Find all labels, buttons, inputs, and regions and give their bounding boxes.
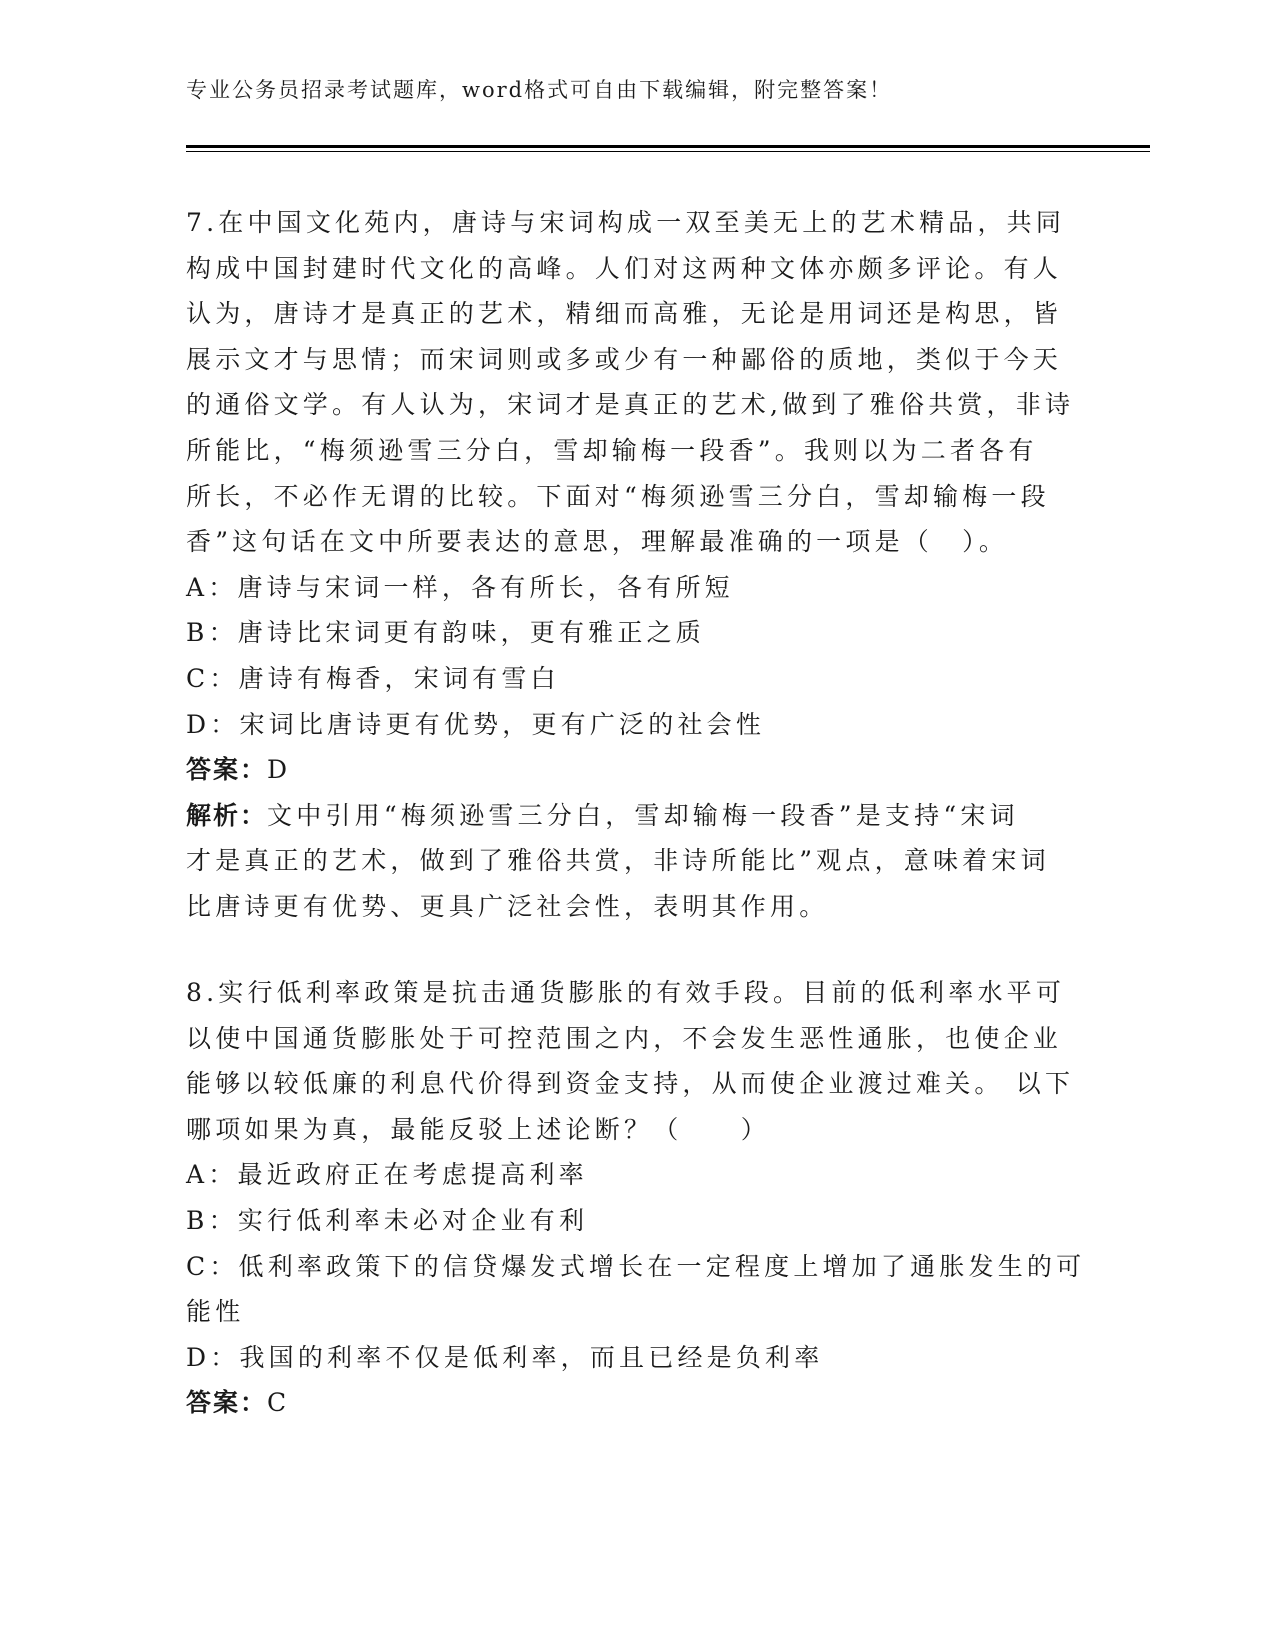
question-stem-line: 以使中国通货膨胀处于可控范围之内，不会发生恶性通胀，也使企业 <box>186 1023 1063 1053</box>
question-stem-line: 构成中国封建时代文化的高峰。人们对这两种文体亦颇多评论。有人 <box>186 253 1063 283</box>
question-stem-line: 的通俗文学。有人认为，宋词才是真正的艺术,做到了雅俗共赏，非诗 <box>186 390 1075 420</box>
option-c-continued: 能性 <box>186 1297 245 1327</box>
option-a: A：唐诗与宋词一样，各有所长，各有所短 <box>186 572 734 602</box>
answer-line <box>186 1380 1066 1426</box>
option-d: D：我国的利率不仅是低利率，而且已经是负利率 <box>186 1342 824 1372</box>
analysis-line: 才是真正的艺术，做到了雅俗共赏，非诗所能比”观点，意味着宋词 <box>186 846 1050 876</box>
question-7 <box>186 200 1075 930</box>
question-stem-line: 哪项如果为真，最能反驳上述论断？（ ） <box>186 1114 771 1144</box>
option-b: B：实行低利率未必对企业有利 <box>186 1205 589 1235</box>
option-c: C：低利率政策下的信贷爆发式增长在一定程度上增加了通胀发生的可 <box>186 1251 1086 1281</box>
question-stem-line: 所长，不必作无谓的比较。下面对“梅须逊雪三分白，雪却输梅一段 <box>186 481 1050 511</box>
option-c: C：唐诗有梅香，宋词有雪白 <box>186 663 560 693</box>
answer-line <box>186 747 1066 793</box>
option-b: B：唐诗比宋词更有韵味，更有雅正之质 <box>186 618 705 648</box>
option-a: A：最近政府正在考虑提高利率 <box>186 1160 588 1190</box>
answer-label: 答案： <box>186 755 268 785</box>
question-stem-line: 8.实行低利率政策是抗击通货膨胀的有效手段。目前的低利率水平可 <box>186 978 1066 1007</box>
answer-label: 答案： <box>186 1388 268 1418</box>
question-stem-line: 所能比，“梅须逊雪三分白，雪却输梅一段香”。我则以为二者各有 <box>186 435 1038 465</box>
answer-value: C <box>267 1388 291 1418</box>
header-rule-thin <box>186 151 1150 152</box>
header-rule-thick <box>186 145 1150 148</box>
analysis-line <box>186 793 1066 839</box>
question-stem-line: 认为，唐诗才是真正的艺术，精细而高雅，无论是用词还是构思，皆 <box>186 299 1063 329</box>
question-stem-line: 能够以较低廉的利息代价得到资金支持，从而使企业渡过难关。 以下 <box>186 1069 1075 1099</box>
question-stem-line: 7.在中国文化苑内，唐诗与宋词构成一双至美无上的艺术精品，共同 <box>186 208 1066 237</box>
analysis-label: 解析： <box>186 800 268 830</box>
option-d: D：宋词比唐诗更有优势，更有广泛的社会性 <box>186 709 766 739</box>
question-stem-line: 展示文才与思情；而宋词则或多或少有一种鄙俗的质地，类似于今天 <box>186 344 1063 374</box>
question-stem-line: 香”这句话在文中所要表达的意思，理解最准确的一项是（ ）。 <box>186 527 1009 557</box>
analysis-line: 比唐诗更有优势、更具广泛社会性，表明其作用。 <box>186 891 829 921</box>
analysis-text: 文中引用“梅须逊雪三分白，雪却输梅一段香”是支持“宋词 <box>267 800 1019 830</box>
answer-value: D <box>267 755 292 785</box>
page-header-text: 专业公务员招录考试题库，word格式可自由下载编辑，附完整答案！ <box>186 78 893 102</box>
question-8 <box>186 970 1086 1426</box>
